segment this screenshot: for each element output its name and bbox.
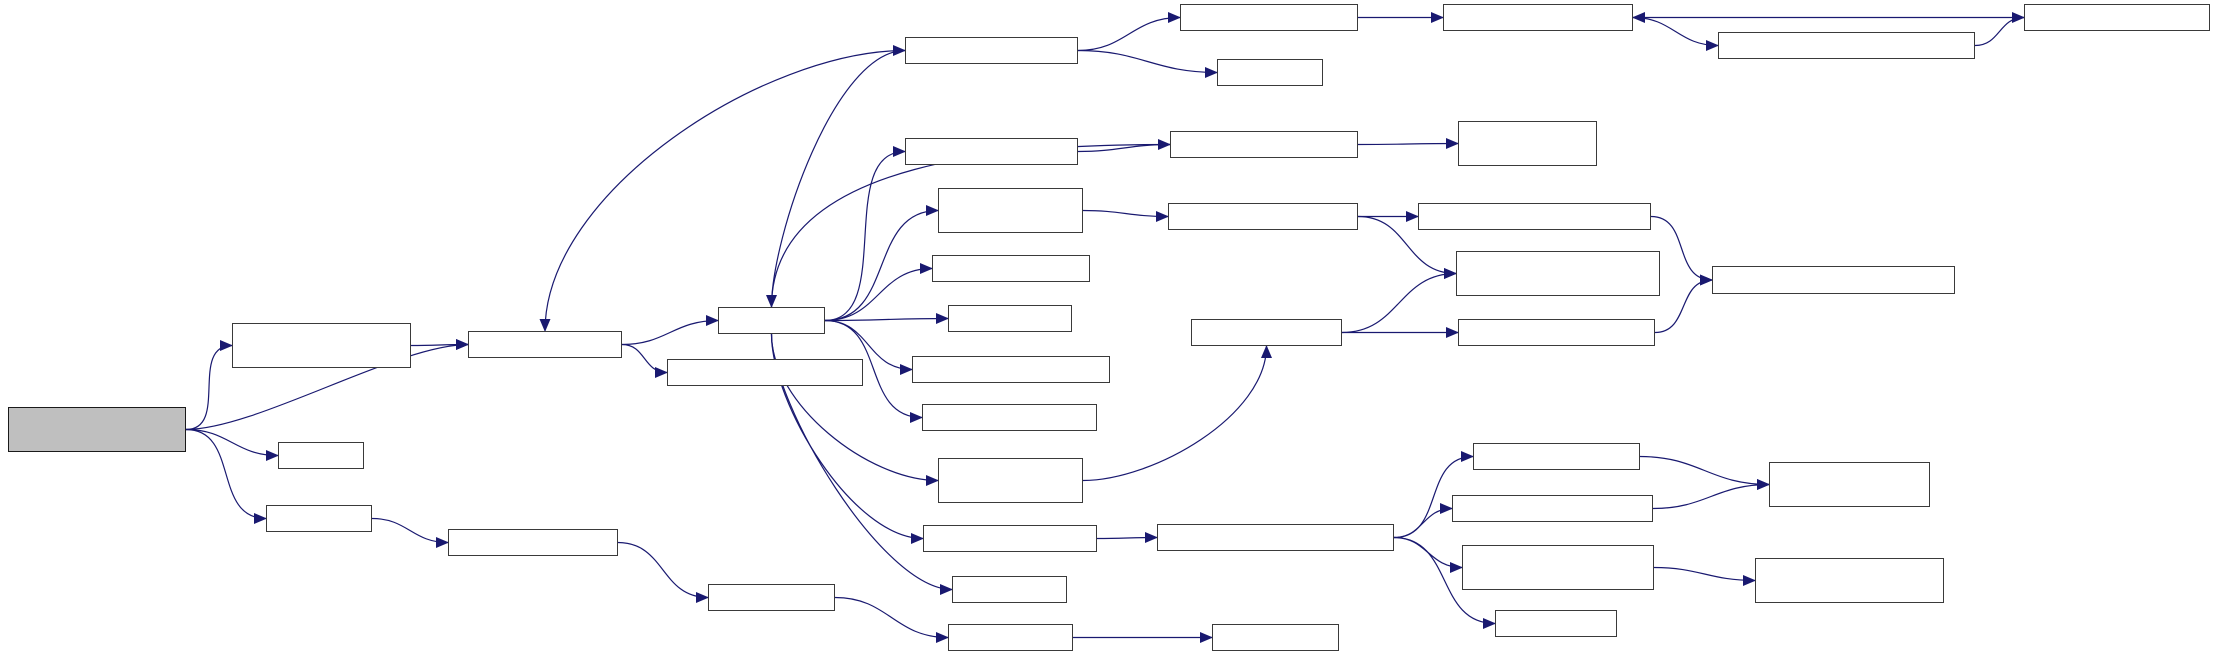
edge-tidgetname-singleton (1342, 274, 1456, 333)
graph-node-timemark[interactable] (1212, 624, 1339, 651)
edge-seconds-fromdouble (372, 519, 448, 543)
graph-node-simgetctx[interactable] (1170, 131, 1358, 158)
graph-node-tidgetctor[interactable] (1168, 203, 1358, 230)
edge-getdelay-seconds (186, 430, 266, 519)
graph-node-fromdouble[interactable] (448, 529, 618, 556)
graph-node-simnow[interactable] (468, 331, 622, 358)
edge-getimpl-getpointer (825, 319, 948, 321)
edge-timefrom-timetime (835, 598, 948, 638)
graph-node-setres[interactable] (2024, 4, 2210, 31)
edge-lstp-chkenv (1097, 538, 1157, 539)
edge-simgetctx-simimplctx (1358, 144, 1458, 145)
graph-node-seconds[interactable] (266, 505, 372, 532)
graph-node-compexists[interactable] (1473, 443, 1640, 470)
graph-node-lookupinfo[interactable] (1712, 266, 1955, 294)
edge-getimpl-svget (825, 269, 932, 321)
graph-node-lsnp[interactable] (922, 404, 1097, 431)
edge-dnp-simgetctx (1078, 145, 1170, 152)
edge-iidgetname-lookupinfo (1655, 280, 1712, 333)
edge-compexists-lcgcl (1640, 457, 1769, 485)
edge-getimpl-dnp (825, 152, 905, 321)
graph-node-lcgcl[interactable] (1769, 462, 1930, 507)
edge-iidgetctor-lookupinfo (1651, 217, 1712, 281)
edge-fromdouble-timefrom (618, 543, 708, 598)
graph-node-envinst[interactable] (1755, 558, 1944, 603)
graph-node-getstate[interactable] (232, 323, 411, 368)
edge-getstate-simnow (411, 345, 468, 346)
graph-node-singleton[interactable] (1456, 251, 1660, 296)
graph-node-timeas[interactable] (1217, 59, 1323, 86)
graph-node-gvgetvalue[interactable] (912, 356, 1110, 383)
edge-getdelay-getstate (186, 346, 232, 430)
edge-dtp-timeas (1078, 51, 1217, 73)
edge-chkenv-lcpl (1394, 509, 1452, 538)
edge-dtp-simnow (545, 51, 905, 332)
graph-node-svget[interactable] (932, 255, 1090, 282)
edge-getimpl-ofcreate (825, 211, 938, 321)
graph-node-ofsettype[interactable] (938, 458, 1083, 503)
graph-node-setdefns[interactable] (1718, 32, 1975, 59)
graph-node-dnp[interactable] (905, 138, 1078, 165)
graph-node-peekres[interactable] (1443, 4, 1633, 31)
graph-node-dtp[interactable] (905, 37, 1078, 64)
edge-getimpl-dtp (772, 51, 906, 308)
graph-node-peekimpl[interactable] (952, 576, 1067, 603)
graph-node-tidgetname[interactable] (1191, 319, 1342, 346)
graph-node-getdelay[interactable] (8, 407, 186, 452)
edge-getdelay-max (186, 430, 278, 456)
graph-node-splitstring[interactable] (1495, 610, 1617, 637)
graph-node-timetime[interactable] (948, 624, 1073, 651)
graph-node-iidgetname[interactable] (1458, 319, 1655, 346)
graph-node-lstp[interactable] (923, 525, 1097, 552)
edge-simnow-simimplnow (622, 345, 667, 373)
edge-lcpl-lcgcl (1653, 485, 1769, 509)
edge-dtp-getres (1078, 18, 1180, 51)
graph-node-getpointer[interactable] (948, 305, 1072, 332)
edge-ofsettype-tidgetname (1083, 346, 1267, 481)
graph-node-timefrom[interactable] (708, 584, 835, 611)
graph-node-simimplctx[interactable] (1458, 121, 1597, 166)
graph-node-lcpl[interactable] (1452, 495, 1653, 522)
graph-node-chkenv[interactable] (1157, 524, 1394, 551)
edge-setdefns-setres (1975, 18, 2024, 46)
graph-node-getres[interactable] (1180, 4, 1358, 31)
edge-ofcreate-tidgetctor (1083, 211, 1168, 217)
edge-envdict-envinst (1654, 568, 1755, 581)
graph-node-iidgetctor[interactable] (1418, 203, 1651, 230)
graph-node-simimplnow[interactable] (667, 359, 863, 386)
graph-node-ofcreate[interactable] (938, 188, 1083, 233)
graph-node-max[interactable] (278, 442, 364, 469)
graph-node-getimpl[interactable] (718, 307, 825, 334)
edge-peekres-setdefns (1633, 18, 1718, 46)
edge-simnow-getimpl (622, 321, 718, 345)
edge-chkenv-envdict (1394, 538, 1462, 568)
graph-node-envdict[interactable] (1462, 545, 1654, 590)
